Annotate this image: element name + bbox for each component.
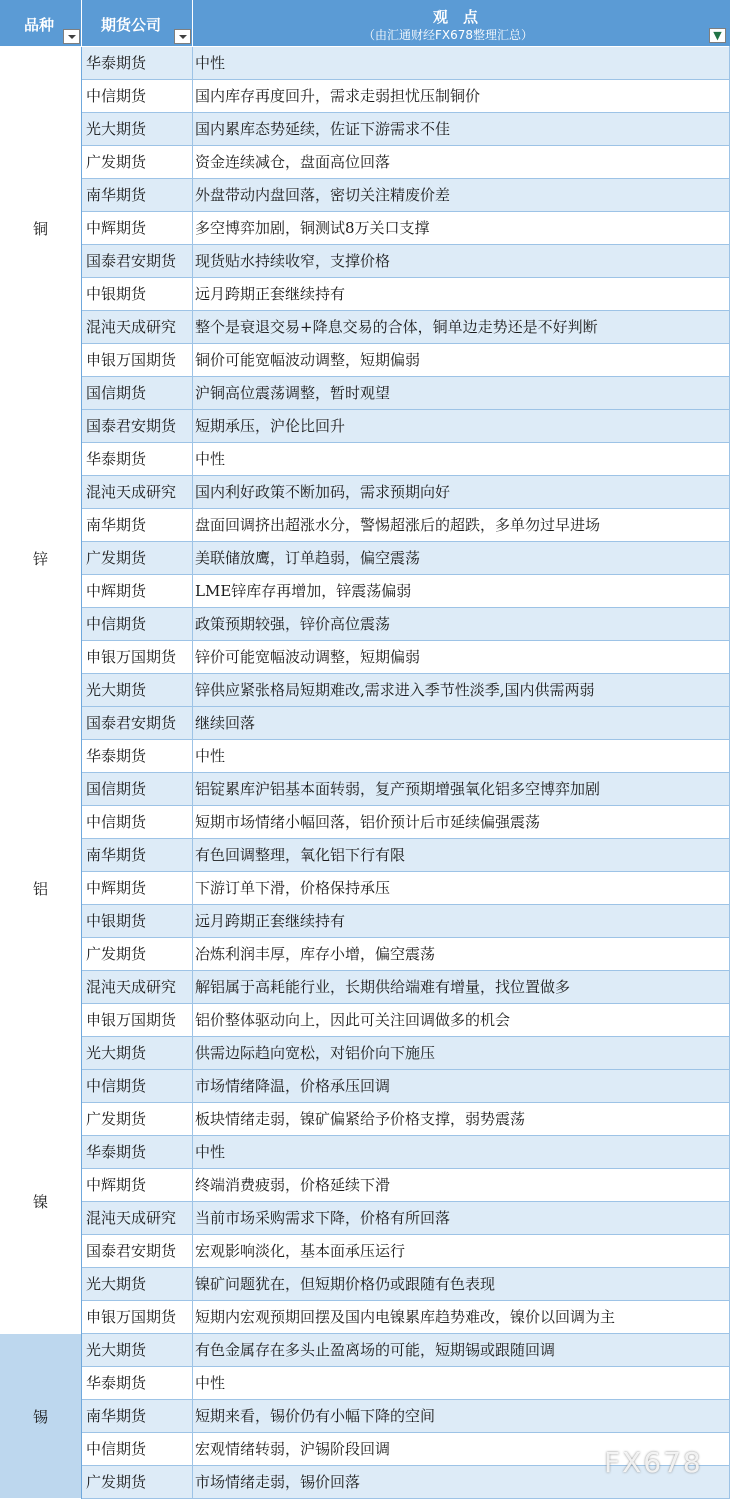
company-cell: 中信期货 <box>86 615 147 633</box>
cell-divider <box>192 179 193 211</box>
company-cell: 国泰君安期货 <box>86 417 177 435</box>
table-row[interactable] <box>82 707 730 740</box>
metal-label: 锌 <box>32 549 48 568</box>
view-cell: 解铝属于高耗能行业，长期供给端难有增量，找位置做多 <box>195 978 571 996</box>
table-row[interactable] <box>82 278 730 311</box>
view-cell: 整个是衰退交易+降息交易的合体，铜单边走势还是不好判断 <box>195 318 598 336</box>
cell-divider <box>192 740 193 772</box>
table-row[interactable] <box>82 146 730 179</box>
view-cell: 资金连续减仓，盘面高位回落 <box>195 153 391 171</box>
cell-divider <box>192 1433 193 1465</box>
company-cell: 南华期货 <box>86 1407 147 1425</box>
table-row[interactable] <box>82 938 730 971</box>
company-cell: 混沌天成研究 <box>86 318 177 336</box>
header-view-label: 观 点 <box>433 8 479 26</box>
company-cell: 国信期货 <box>86 780 147 798</box>
cell-divider <box>192 146 193 178</box>
table-row[interactable] <box>82 1004 730 1037</box>
company-cell: 申银万国期货 <box>86 648 177 666</box>
table-row[interactable] <box>82 575 730 608</box>
view-cell: 沪铜高位震荡调整，暂时观望 <box>195 384 391 402</box>
view-cell: 有色金属存在多头止盈离场的可能，短期锡或跟随回调 <box>195 1341 556 1359</box>
table-row[interactable] <box>82 311 730 344</box>
cell-divider <box>192 905 193 937</box>
view-cell: 当前市场采购需求下降，价格有所回落 <box>195 1209 451 1227</box>
table-row[interactable] <box>82 212 730 245</box>
table-row[interactable] <box>82 1202 730 1235</box>
company-cell: 混沌天成研究 <box>86 1209 177 1227</box>
table-row[interactable] <box>82 971 730 1004</box>
table-row[interactable] <box>82 806 730 839</box>
view-cell: 市场情绪走弱，锡价回落 <box>195 1473 361 1491</box>
view-cell: 锌供应紧张格局短期难改,需求进入季节性淡季,国内供需两弱 <box>195 681 595 699</box>
table-row[interactable] <box>82 1037 730 1070</box>
table-row[interactable] <box>82 1070 730 1103</box>
view-cell: 下游订单下滑，价格保持承压 <box>195 879 391 897</box>
header-company-cell <box>82 0 193 46</box>
company-cell: 国泰君安期货 <box>86 252 177 270</box>
metal-cell <box>0 1334 81 1499</box>
cell-divider <box>192 971 193 1003</box>
company-cell: 中信期货 <box>86 87 147 105</box>
table-row[interactable] <box>82 1400 730 1433</box>
cell-divider <box>192 1004 193 1036</box>
cell-divider <box>192 476 193 508</box>
company-cell: 南华期货 <box>86 846 147 864</box>
cell-divider <box>192 575 193 607</box>
view-cell: 锌价可能宽幅波动调整，短期偏弱 <box>195 648 421 666</box>
cell-divider <box>192 80 193 112</box>
view-cell: 国内利好政策不断加码，需求预期向好 <box>195 483 451 501</box>
cell-divider <box>192 872 193 904</box>
company-cell: 华泰期货 <box>86 747 147 765</box>
table-row[interactable] <box>82 47 730 80</box>
cell-divider <box>192 1367 193 1399</box>
view-cell: 短期市场情绪小幅回落，铝价预计后市延续偏强震荡 <box>195 813 541 831</box>
table-row[interactable] <box>82 1334 730 1367</box>
view-cell: 国内库存再度回升，需求走弱担忧压制铜价 <box>195 87 481 105</box>
table-row[interactable] <box>82 1103 730 1136</box>
table-row[interactable] <box>82 1235 730 1268</box>
view-cell: 中性 <box>195 54 226 72</box>
view-cell: 现货贴水持续收窄，支撑价格 <box>195 252 391 270</box>
cell-divider <box>192 1202 193 1234</box>
company-cell: 中银期货 <box>86 285 147 303</box>
table-row[interactable] <box>82 113 730 146</box>
cell-divider <box>192 1466 193 1498</box>
view-cell: 远月跨期正套继续持有 <box>195 912 346 930</box>
company-cell: 中辉期货 <box>86 582 147 600</box>
company-cell: 中信期货 <box>86 1077 147 1095</box>
table-row[interactable] <box>82 674 730 707</box>
cell-divider <box>192 1169 193 1201</box>
header-metal-cell <box>0 0 82 46</box>
view-cell: 中性 <box>195 1374 226 1392</box>
view-cell: 镍矿问题犹在，但短期价格仍或跟随有色表现 <box>195 1275 496 1293</box>
metal-label: 铜 <box>32 219 48 238</box>
view-cell: 美联储放鹰，订单趋弱，偏空震荡 <box>195 549 421 567</box>
metal-cell <box>0 1070 81 1334</box>
metal-cell <box>0 410 81 707</box>
table-row[interactable] <box>82 377 730 410</box>
metal-cell <box>0 707 81 1070</box>
watermark: FX678 <box>604 1446 703 1479</box>
cell-divider <box>192 707 193 739</box>
cell-divider <box>192 311 193 343</box>
view-cell: 政策预期较强，锌价高位震荡 <box>195 615 391 633</box>
company-cell: 中辉期货 <box>86 1176 147 1194</box>
view-cell: 继续回落 <box>195 714 256 732</box>
table-row[interactable] <box>82 773 730 806</box>
company-cell: 中辉期货 <box>86 219 147 237</box>
cell-divider <box>192 641 193 673</box>
company-cell: 光大期货 <box>86 1044 147 1062</box>
view-cell: 中性 <box>195 450 226 468</box>
view-cell: 宏观情绪转弱，沪锡阶段回调 <box>195 1440 391 1458</box>
company-cell: 混沌天成研究 <box>86 978 177 996</box>
company-cell: 南华期货 <box>86 516 147 534</box>
table-row[interactable] <box>82 839 730 872</box>
view-cell: 冶炼利润丰厚，库存小增，偏空震荡 <box>195 945 436 963</box>
company-cell: 国泰君安期货 <box>86 1242 177 1260</box>
view-cell: 多空博弈加剧，铜测试8万关口支撑 <box>195 219 430 237</box>
table-row[interactable] <box>82 542 730 575</box>
table-row[interactable] <box>82 1367 730 1400</box>
cell-divider <box>192 1334 193 1366</box>
cell-divider <box>192 1070 193 1102</box>
metal-cell <box>0 47 81 410</box>
cell-divider <box>192 344 193 376</box>
view-cell: 铝价整体驱动向上，因此可关注回调做多的机会 <box>195 1011 511 1029</box>
view-cell: 短期来看，锡价仍有小幅下降的空间 <box>195 1407 436 1425</box>
cell-divider <box>192 212 193 244</box>
company-cell: 华泰期货 <box>86 1374 147 1392</box>
cell-divider <box>192 542 193 574</box>
cell-divider <box>192 113 193 145</box>
company-cell: 申银万国期货 <box>86 1308 177 1326</box>
view-filter-active-icon[interactable]: ▼ <box>709 28 726 43</box>
cell-divider <box>192 1037 193 1069</box>
header-company-label: 期货公司 <box>101 16 162 34</box>
table-row[interactable] <box>82 1301 730 1334</box>
metal-label: 镍 <box>32 1193 48 1211</box>
table-row[interactable] <box>82 344 730 377</box>
view-cell: 市场情绪降温，价格承压回调 <box>195 1077 391 1095</box>
view-cell: 铝锭累库沪铝基本面转弱，复产预期增强氧化铝多空博弈加剧 <box>195 780 601 798</box>
cell-divider <box>192 938 193 970</box>
company-cell: 广发期货 <box>86 1110 147 1128</box>
table-row[interactable] <box>82 410 730 443</box>
header-metal-label: 品种 <box>24 16 55 34</box>
company-cell: 光大期货 <box>86 681 147 699</box>
view-cell: 远月跨期正套继续持有 <box>195 285 346 303</box>
view-cell: 短期承压，沪伦比回升 <box>195 417 346 435</box>
cell-divider <box>192 1301 193 1333</box>
company-cell: 广发期货 <box>86 945 147 963</box>
cell-divider <box>192 443 193 475</box>
cell-divider <box>192 806 193 838</box>
cell-divider <box>192 839 193 871</box>
metal-filter-dropdown-icon[interactable] <box>63 29 80 44</box>
company-cell: 华泰期货 <box>86 1143 147 1161</box>
cell-divider <box>192 245 193 277</box>
view-cell: 供需边际趋向宽松，对铝价向下施压 <box>195 1044 436 1062</box>
table-row[interactable] <box>82 872 730 905</box>
cell-divider <box>192 1136 193 1168</box>
company-cell: 广发期货 <box>86 153 147 171</box>
view-cell: 有色回调整理，氧化铝下行有限 <box>195 846 406 864</box>
company-cell: 中辉期货 <box>86 879 147 897</box>
table-row[interactable] <box>82 641 730 674</box>
company-cell: 国泰君安期货 <box>86 714 177 732</box>
view-cell: 板块情绪走弱，镍矿偏紧给予价格支撑，弱势震荡 <box>195 1110 526 1128</box>
cell-divider <box>192 1400 193 1432</box>
company-cell: 混沌天成研究 <box>86 483 177 501</box>
cell-divider <box>192 278 193 310</box>
company-cell: 中信期货 <box>86 1440 147 1458</box>
metal-label: 铝 <box>32 879 48 898</box>
view-cell: 宏观影响淡化，基本面承压运行 <box>195 1242 406 1260</box>
view-cell: 短期内宏观预期回摆及国内电镍累库趋势难改，镍价以回调为主 <box>195 1308 616 1326</box>
table-row[interactable] <box>82 1268 730 1301</box>
company-cell: 华泰期货 <box>86 450 147 468</box>
metal-label: 锡 <box>32 1407 48 1426</box>
view-cell: 铜价可能宽幅波动调整，短期偏弱 <box>195 351 421 369</box>
company-cell: 广发期货 <box>86 549 147 567</box>
view-cell: 盘面回调挤出超涨水分，警惕超涨后的超跌，多单勿过早进场 <box>195 516 601 534</box>
table-row[interactable] <box>82 476 730 509</box>
company-cell: 华泰期货 <box>86 54 147 72</box>
view-cell: 中性 <box>195 1143 226 1161</box>
table-row[interactable] <box>82 1136 730 1169</box>
cell-divider <box>192 410 193 442</box>
company-cell: 申银万国期货 <box>86 1011 177 1029</box>
table-row[interactable] <box>82 509 730 542</box>
view-cell: 终端消费疲弱，价格延续下滑 <box>195 1176 391 1194</box>
cell-divider <box>192 377 193 409</box>
header-view-cell <box>193 0 730 46</box>
view-cell: 外盘带动内盘回落，密切关注精废价差 <box>195 186 451 204</box>
company-cell: 中银期货 <box>86 912 147 930</box>
cell-divider <box>192 47 193 79</box>
view-cell: 中性 <box>195 747 226 765</box>
view-cell: 国内累库态势延续，佐证下游需求不佳 <box>195 120 451 138</box>
cell-divider <box>192 509 193 541</box>
company-filter-dropdown-icon[interactable] <box>174 29 191 44</box>
cell-divider <box>192 1103 193 1135</box>
cell-divider <box>192 773 193 805</box>
company-cell: 申银万国期货 <box>86 351 177 369</box>
header-view-subtitle: （由汇通财经FX678整理汇总） <box>363 28 534 42</box>
company-cell: 光大期货 <box>86 1275 147 1293</box>
company-cell: 国信期货 <box>86 384 147 402</box>
view-cell: LME锌库存再增加，锌震荡偏弱 <box>195 582 412 600</box>
cell-divider <box>192 1235 193 1267</box>
table-row[interactable] <box>82 80 730 113</box>
table-row[interactable] <box>82 608 730 641</box>
cell-divider <box>192 608 193 640</box>
company-cell: 光大期货 <box>86 120 147 138</box>
cell-divider <box>192 674 193 706</box>
table-row[interactable] <box>82 905 730 938</box>
table-row[interactable] <box>82 1169 730 1202</box>
table-row[interactable] <box>82 443 730 476</box>
company-cell: 中信期货 <box>86 813 147 831</box>
table-row[interactable] <box>82 179 730 212</box>
company-cell: 光大期货 <box>86 1341 147 1359</box>
company-cell: 南华期货 <box>86 186 147 204</box>
table-row[interactable] <box>82 740 730 773</box>
company-cell: 广发期货 <box>86 1473 147 1491</box>
table-row[interactable] <box>82 245 730 278</box>
cell-divider <box>192 1268 193 1300</box>
